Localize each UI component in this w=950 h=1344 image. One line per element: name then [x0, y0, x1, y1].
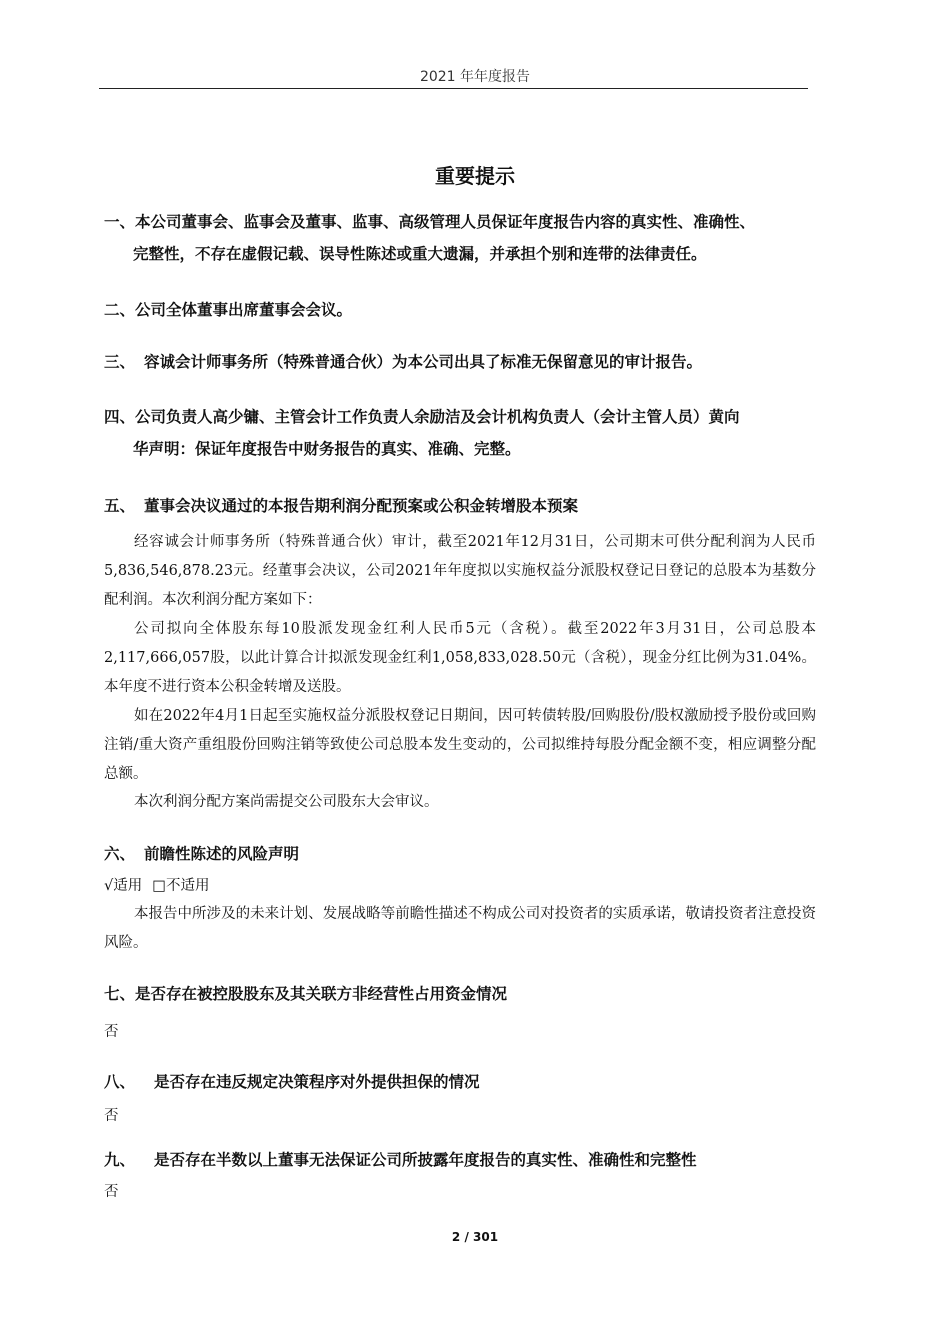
- section-4-number: 四、: [104, 408, 136, 426]
- page-number: 2 / 301: [451, 1230, 499, 1244]
- section-6-number: 六、: [104, 845, 136, 863]
- section-1: [104, 206, 834, 238]
- section-2-number: 二、: [104, 301, 136, 319]
- section-5-paragraph-3: 如在2022年4月1日起至实施权益分派股权登记日期间，因可转债转股/回购股份/股权激励授予股份或回购注销/重大资产重组股份回购注销等致使公司总股本发生变动的，公司拟维持每股分配金额不变，相应调整分配总额。: [104, 708, 816, 782]
- section-4: [104, 401, 834, 433]
- section-5-paragraph-2: 公司拟向全体股东每10股派发现金红利人民币5元（含税）。截至2022年3月31日，公司总股本2,117,666,057股，以此计算合计拟派发现金红利1,058,833,028.50元（含税），现金分红比例为31.04%。本年度不进行资本公积金转增及送股。: [104, 621, 816, 695]
- section-6-paragraph: 本报告中所涉及的未来计划、发展战略等前瞻性描述不构成公司对投资者的实质承诺，敬请投资者注意投资风险。: [104, 906, 816, 951]
- section-7-answer: 否: [104, 1024, 119, 1040]
- section-3-text: 容诚会计师事务所（特殊普通合伙）为本公司出具了标准无保留意见的审计报告。: [144, 353, 703, 371]
- section-9-answer: 否: [104, 1184, 119, 1200]
- section-2-text: 公司全体董事出席董事会会议。: [135, 301, 353, 319]
- section-6: [104, 838, 834, 870]
- section-8-number: 八、: [104, 1073, 136, 1091]
- section-5: [104, 490, 834, 522]
- section-7-number: 七、: [104, 985, 136, 1003]
- section-5-text: 董事会决议通过的本报告期利润分配预案或公积金转增股本预案: [144, 497, 579, 515]
- section-8-answer: 否: [104, 1108, 119, 1124]
- section-2: [104, 294, 834, 326]
- section-9: [104, 1144, 834, 1176]
- section-1-number: 一、: [104, 213, 136, 231]
- section-3-number: 三、: [104, 353, 136, 371]
- page-title: 重要提示: [435, 164, 515, 188]
- not-applicable-option: □不适用: [152, 878, 210, 894]
- section-8-text: 是否存在违反规定决策程序对外提供担保的情况: [154, 1073, 480, 1091]
- section-1-line1: 本公司董事会、监事会及董事、监事、高级管理人员保证年度报告内容的真实性、准确性、: [135, 213, 756, 231]
- section-5-paragraph-4: 本次利润分配方案尚需提交公司股东大会审议。: [134, 794, 439, 810]
- section-1-line2: 完整性，不存在虚假记载、误导性陈述或重大遗漏，并承担个别和连带的法律责任。: [133, 245, 707, 263]
- section-4-line2: 华声明：保证年度报告中财务报告的真实、准确、完整。: [133, 440, 521, 458]
- section-8: [104, 1066, 834, 1098]
- header-divider: [99, 88, 808, 89]
- applicable-option: √适用: [104, 878, 143, 894]
- section-6-text: 前瞻性陈述的风险声明: [144, 845, 300, 863]
- section-3: [104, 346, 834, 378]
- section-7-text: 是否存在被控股股东及其关联方非经营性占用资金情况: [135, 985, 508, 1003]
- section-5-number: 五、: [104, 497, 136, 515]
- report-header-title: 2021 年年度报告: [419, 69, 531, 85]
- section-7: [104, 978, 834, 1010]
- section-5-paragraph-1: 经容诚会计师事务所（特殊普通合伙）审计，截至2021年12月31日，公司期末可供分配利润为人民币5,836,546,878.23元。经董事会决议，公司2021年年度拟以实施权益分派股权登记日登记的总股本为基数分配利润。本次利润分配方案如下：: [104, 534, 816, 608]
- section-9-number: 九、: [104, 1151, 136, 1169]
- section-4-line1: 公司负责人高少镛、主管会计工作负责人余励洁及会计机构负责人（会计主管人员）黄向: [135, 408, 740, 426]
- section-9-text: 是否存在半数以上董事无法保证公司所披露年度报告的真实性、准确性和完整性: [154, 1151, 697, 1169]
- applicability-options: [104, 872, 219, 900]
